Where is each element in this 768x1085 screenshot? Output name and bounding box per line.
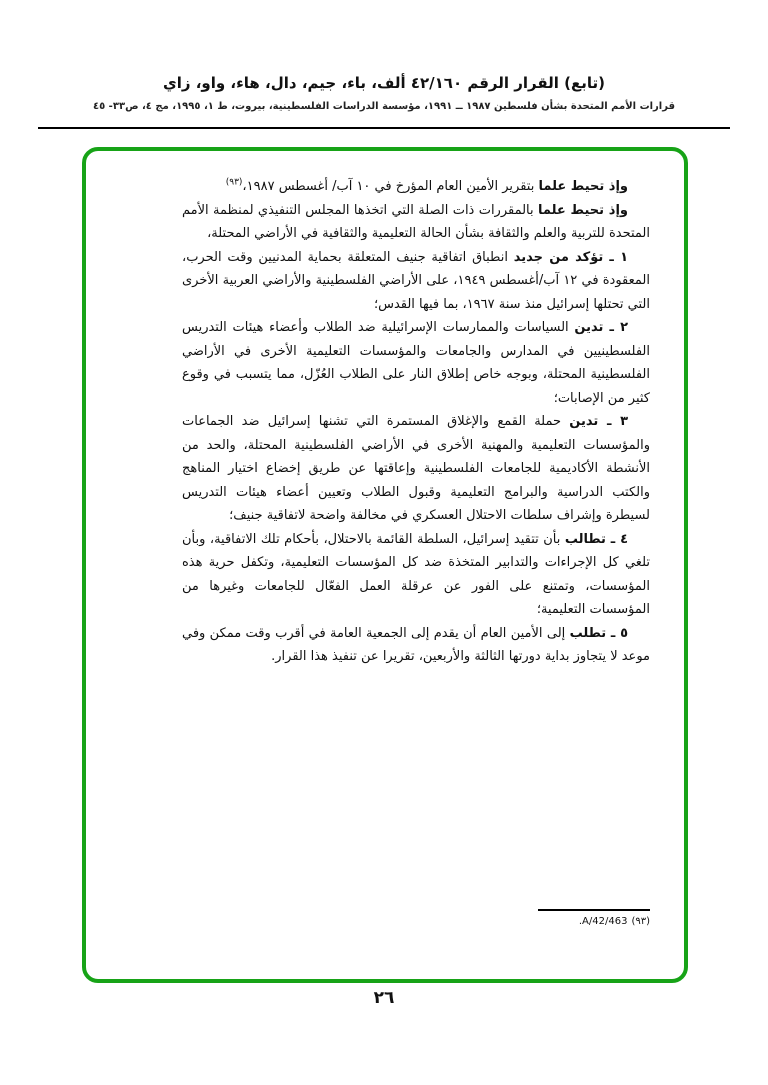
- operative-paragraph-4: [182, 528, 650, 622]
- paragraph-lead: تطالب: [564, 531, 606, 547]
- paragraph-lead: تطلب: [569, 625, 607, 641]
- preamble-paragraph: [182, 199, 650, 246]
- paragraph-text: بأن تتقيد إسرائيل، السلطة القائمة بالاحتلال، بأحكام تلك الاتفاقية، وبأن تلغي كل الإجراءات والتدابير المتخذة ضد كل المؤسسات التعليمية، وتكفل حرية هذه المؤسسات، وتمتنع على الفور عن عرقلة العمل الفعّال للجامعات وغيرها من المؤسسات التعليمية؛: [182, 531, 650, 617]
- paragraph-lead: وإذ تحيط علما: [538, 179, 628, 194]
- page-header: [0, 74, 768, 112]
- paragraph-text: السياسات والممارسات الإسرائيلية ضد الطلاب وأعضاء هيئات التدريس الفلسطينيين في المدارس والجامعات والمؤسسات التعليمية الأخرى في الأراضي الفلسطينية المحتلة، وبوجه خاص إطلاق النار على الطلاب العُزّل، مما يتسبب في وقوع كثير من الإصابات؛: [182, 320, 650, 406]
- paragraph-text: بالمقررات ذات الصلة التي اتخذها المجلس التنفيذي لمنظمة الأمم المتحدة للتربية والعلم والثقافة بشأن الحالة التعليمية والثقافية في الأراضي المحتلة،: [182, 202, 650, 241]
- paragraph-lead: تدين: [569, 414, 599, 429]
- source-citation-line: قرارات الأمم المتحدة بشأن فلسطين ١٩٨٧ ــ ١٩٩١، مؤسسة الدراسات الفلسطينية، بيروت، ط ١، ١٩٩٥، مج ٤، ص٣٣- ٤٥: [92, 101, 675, 112]
- paragraph-text: حملة القمع والإغلاق المستمرة التي تشنها إسرائيل ضد الجماعات والمؤسسات التعليمية والمهنية الأخرى في الأراضي الفلسطينية المحتلة، والحد من الأنشطة الأكاديمية للجامعات الفلسطينية وإعاقتها عن طريق إخضاع اختيار المناهج والكتب الدراسية والبرامج التعليمية وقبول الطلاب وتعيين أعضاء هيئات التدريس لسيطرة وإشراف سلطات الاحتلال العسكري في مخالفة واضحة لاتفاقية جنيف؛: [182, 414, 650, 523]
- paragraph-lead: وإذ تحيط علما: [538, 202, 628, 218]
- paragraph-text: انطباق اتفاقية جنيف المتعلقة بحماية المدنيين وقت الحرب، المعقودة في ١٢ آب/أغسطس ١٩٤٩، على الأراضي الفلسطينية والأراضي العربية الأخرى التي تحتلها إسرائيل منذ سنة ١٩٦٧، بما فيها القدس؛: [182, 249, 650, 312]
- paragraph-text: بتقرير الأمين العام المؤرخ في ١٠ آب/ أغسطس ١٩٨٧،: [242, 179, 539, 194]
- paragraph-text: إلى الأمين العام أن يقدم إلى الجمعية العامة في أقرب وقت ممكن وفي موعد لا يتجاوز بداية دورتها الثالثة والأربعين، تقريرا عن تنفيذ هذا القرار.: [182, 625, 650, 664]
- paragraph-number: ٤ ـ: [605, 531, 628, 547]
- paragraph-lead: تدين: [574, 320, 604, 335]
- footnote: [538, 909, 650, 927]
- operative-paragraph-3: [182, 410, 650, 528]
- paragraph-lead: تؤكد من جديد: [513, 249, 604, 265]
- paragraph-number: ٢ ـ: [603, 320, 628, 335]
- footnote-document-symbol: A/42/463.: [578, 916, 628, 927]
- paragraph-number: ١ ـ: [603, 249, 629, 265]
- header-divider: [38, 127, 730, 129]
- content-border-box: [82, 147, 688, 983]
- resolution-body: [182, 175, 650, 669]
- page-number: ٢٦: [373, 988, 395, 1008]
- operative-paragraph-2: [182, 316, 650, 410]
- paragraph-number: ٥ ـ: [606, 625, 628, 641]
- preamble-paragraph: [182, 175, 650, 199]
- paragraph-number: ٣ ـ: [598, 414, 628, 429]
- resolution-title: (تابع) القرار الرقم ٤٢/١٦٠ ألف، باء، جيم، دال، هاء، واو، زاي: [162, 74, 606, 92]
- footnote-reference: (٩٣): [225, 177, 243, 188]
- operative-paragraph-5: [182, 622, 650, 669]
- operative-paragraph-1: [182, 246, 650, 317]
- footnote-number: (٩٣): [631, 916, 650, 927]
